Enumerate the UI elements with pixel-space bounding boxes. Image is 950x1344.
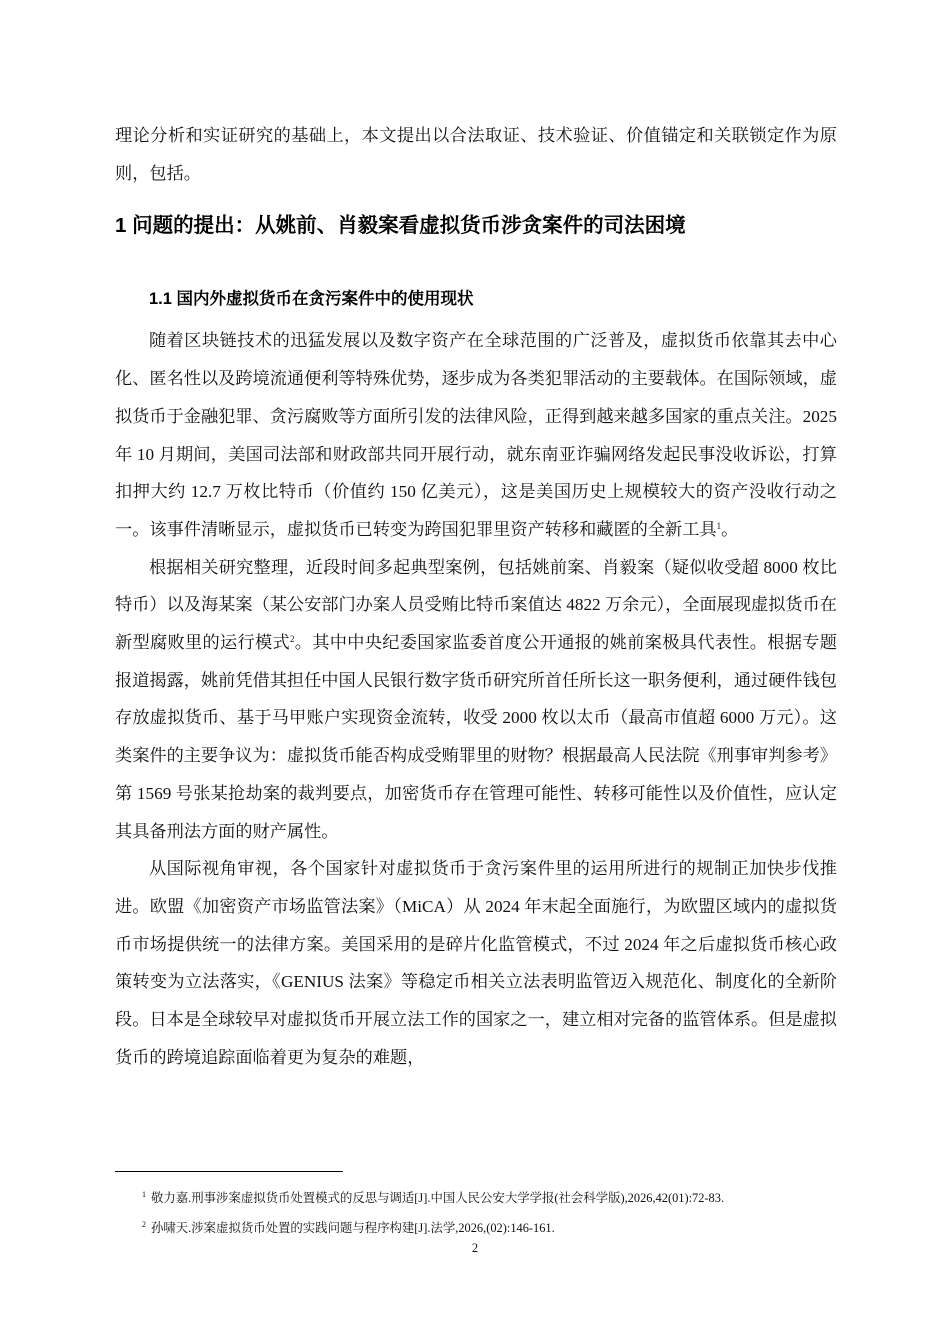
footnote-1-text: 敬力嘉.刑事涉案虚拟货币处置模式的反思与调适[J].中国人民公安大学学报(社会科学版),2026,42(01):72-83. xyxy=(151,1191,725,1205)
footnote-ref-2[interactable]: 2 xyxy=(290,634,295,645)
paragraph-1-text: 随着区块链技术的迅猛发展以及数字资产在全球范围的广泛普及，虚拟货币依靠其去中心化、匿名性以及跨境流通便利等特殊优势，逐步成为各类犯罪活动的主要载体。在国际领域，虚拟货币于金融犯罪、贪污腐败等方面所引发的法律风险，正得到越来越多国家的重点关注。2025 年 10 月期间，美国司法部和财政部共同开展行动，就东南亚诈骗网络发起民事没收诉讼，打算扣押大约 12.7 万枚比特币（价值约 150 亿美元），这是美国历史上规模较大的资产没收行动之一。该事件清晰显示，虚拟货币已转变为跨国犯罪里资产转移和藏匿的全新工具 xyxy=(115,331,837,539)
footnote-ref-1[interactable]: 1 xyxy=(716,520,722,531)
paragraph-1-end: 。 xyxy=(721,519,739,539)
paragraph-2 xyxy=(115,549,837,851)
paragraph-3: 从国际视角审视，各个国家针对虚拟货币于贪污案件里的运用所进行的规制正加快步伐推进。欧盟《加密资产市场监管法案》（MiCA）从 2024 年末起全面施行，为欧盟区域内的虚拟货币市场提供统一的法律方案。美国采用的是碎片化监管模式，不过 2024 年之后虚拟货币核心政策转变为立法落实，《GENIUS 法案》等稳定币相关立法表明监管迈入规范化、制度化的全新阶段。日本是全球较早对虚拟货币开展立法工作的国家之一，建立相对完备的监管体系。但是虚拟货币的跨境追踪面临着更为复杂的难题， xyxy=(115,859,837,1067)
footnote-2-text: 孙啸天.涉案虚拟货币处置的实践问题与程序构建[J].法学,2026,(02):146-161. xyxy=(151,1221,555,1235)
footnote-1-number: 1 xyxy=(142,1190,146,1199)
footnote-1 xyxy=(142,1183,842,1213)
footnote-2-number: 2 xyxy=(142,1220,146,1229)
paragraph-2-end: 。其中中央纪委国家监委首度公开通报的姚前案极具代表性。根据专题报道揭露，姚前凭借其担任中国人民银行数字货币研究所首任所长这一职务便利，通过硬件钱包存放虚拟货币、基于马甲账户实现资金流转，收受 2000 枚以太币（最高市值超 6000 万元）。这类案件的主要争议为：虚拟货币能否构成受贿罪里的财物？根据最高人民法院《刑事审判参考》第 1569 号张某抢劫案的裁判要点，加密货币存在管理可能性、转移可能性以及价值性，应认定其具备刑法方面的财产属性。 xyxy=(115,633,837,841)
footnotes xyxy=(142,1183,842,1243)
footnote-2 xyxy=(142,1213,842,1243)
page-number: 2 xyxy=(471,1241,479,1255)
subsection-heading: 1.1 国内外虚拟货币在贪污案件中的使用现状 xyxy=(149,290,474,309)
footnote-separator xyxy=(115,1171,343,1172)
section-heading: 1 问题的提出：从姚前、肖毅案看虚拟货币涉贪案件的司法困境 xyxy=(115,214,686,238)
main-content xyxy=(115,117,837,1076)
paragraph-1 xyxy=(115,322,837,548)
paragraph-2-text: 根据相关研究整理，近段时间多起典型案例，包括姚前案、肖毅案（疑似收受超 8000 枚比特币）以及海某案（某公安部门办案人员受贿比特币案值达 4822 万余元），全面展现虚拟货币在新型腐败里的运行模式 xyxy=(115,557,837,653)
intro-paragraph: 理论分析和实证研究的基础上，本文提出以合法取证、技术验证、价值锚定和关联锁定作为原则，包括。 xyxy=(115,126,837,183)
